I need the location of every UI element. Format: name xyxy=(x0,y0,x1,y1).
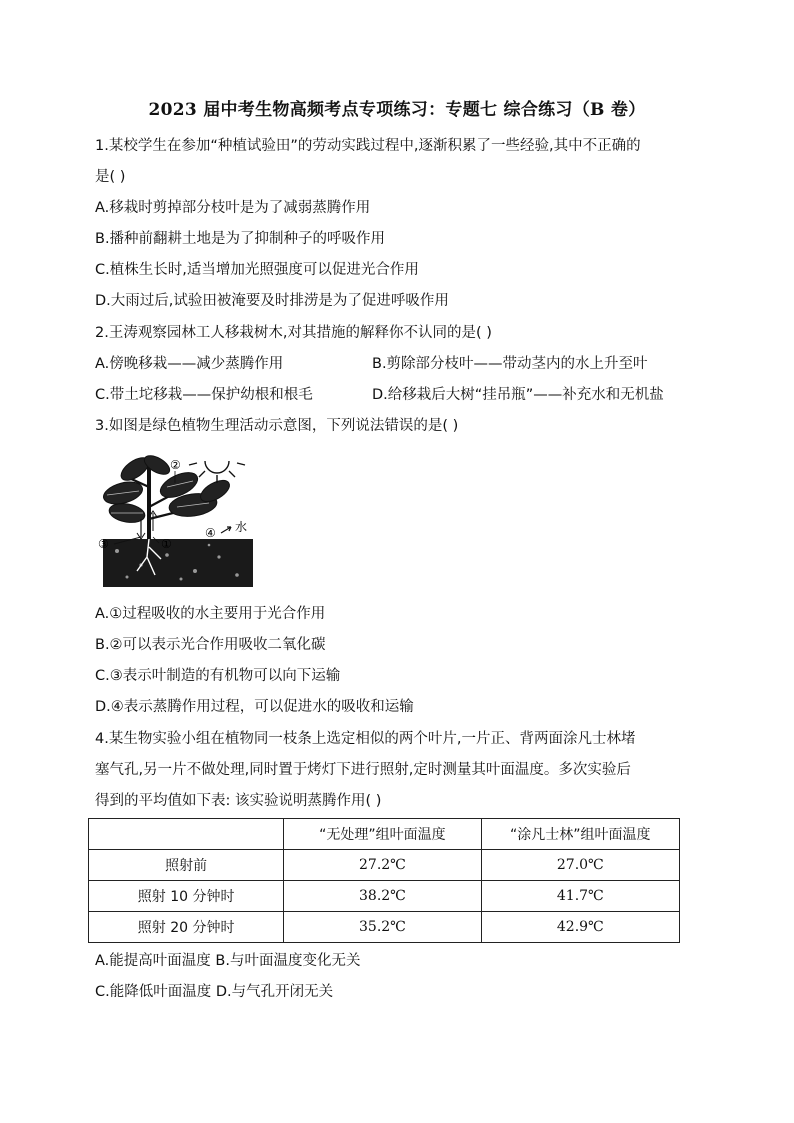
table-cell-untreated: 35.2℃ xyxy=(284,912,481,943)
table-cell-untreated: 27.2℃ xyxy=(284,850,481,881)
table-row xyxy=(89,881,680,912)
q2-option-a: A.傍晚移栽——减少蒸腾作用 xyxy=(95,356,284,372)
q4-stem-line1: 4.某生物实验小组在植物同一枝条上选定相似的两个叶片,一片正、背两面涂凡士林堵 xyxy=(95,731,636,747)
label-three: ③ xyxy=(98,537,109,551)
table-cell-vaseline: 27.0℃ xyxy=(481,850,679,881)
table-cell-untreated: 38.2℃ xyxy=(284,881,481,912)
label-four: ④ xyxy=(205,526,216,540)
table-cell-vaseline: 41.7℃ xyxy=(481,881,679,912)
q1-stem-line1: 1.某校学生在参加“种植试验田”的劳动实践过程中,逐渐积累了一些经验,其中不正确的 xyxy=(95,138,641,154)
label-two: ② xyxy=(170,458,181,472)
table-header-untreated: “无处理”组叶面温度 xyxy=(284,819,481,850)
q2-option-d: D.给移栽后大树“挂吊瓶”——补充水和无机盐 xyxy=(372,387,664,403)
q4-options-line2: C.能降低叶面温度 D.与气孔开闭无关 xyxy=(95,984,334,1000)
q1-option-a: A.移栽时剪掉部分枝叶是为了减弱蒸腾作用 xyxy=(95,200,371,216)
q1-stem-line2: 是( ) xyxy=(95,169,126,185)
table-row xyxy=(89,912,680,943)
q3-option-c: C.③表示叶制造的有机物可以向下运输 xyxy=(95,668,341,684)
q2-stem: 2.王涛观察园林工人移栽树木,对其措施的解释你不认同的是( ) xyxy=(95,325,492,341)
table-header-row xyxy=(89,819,680,850)
plant-physiology-figure xyxy=(97,447,257,589)
label-water: 水 xyxy=(235,520,248,534)
q2-option-b: B.剪除部分枝叶——带动茎内的水上升至叶 xyxy=(372,356,648,372)
q1-option-c: C.植株生长时,适当增加光照强度可以促进光合作用 xyxy=(95,262,419,278)
table-cell-condition: 照射 20 分钟时 xyxy=(89,912,284,943)
leaf-temperature-table xyxy=(88,818,680,943)
q4-options-line1: A.能提高叶面温度 B.与叶面温度变化无关 xyxy=(95,953,361,969)
table-cell-vaseline: 42.9℃ xyxy=(481,912,679,943)
soil-region xyxy=(103,539,253,587)
q4-stem-line3: 得到的平均值如下表: 该实验说明蒸腾作用( ) xyxy=(95,793,382,809)
q1-option-b: B.播种前翻耕土地是为了抑制种子的呼吸作用 xyxy=(95,231,386,247)
q3-option-a: A.①过程吸收的水主要用于光合作用 xyxy=(95,606,326,622)
table-row xyxy=(89,850,680,881)
q2-option-c: C.带土坨移栽——保护幼根和根毛 xyxy=(95,387,313,403)
q1-option-d: D.大雨过后,试验田被淹要及时排涝是为了促进呼吸作用 xyxy=(95,293,449,309)
q3-option-d: D.④表示蒸腾作用过程，可以促进水的吸收和运输 xyxy=(95,699,414,715)
q4-stem-line2: 塞气孔,另一片不做处理,同时置于烤灯下进行照射,定时测量其叶面温度。多次实验后 xyxy=(95,762,631,778)
table-cell-condition: 照射 10 分钟时 xyxy=(89,881,284,912)
table-header-vaseline: “涂凡士林”组叶面温度 xyxy=(481,819,679,850)
page-title: 2023 届中考生物高频考点专项练习：专题七 综合练习（B 卷） xyxy=(148,100,646,120)
q3-option-b: B.②可以表示光合作用吸收二氧化碳 xyxy=(95,637,326,653)
table-cell-condition: 照射前 xyxy=(89,850,284,881)
label-one: ① xyxy=(161,537,172,551)
q3-stem: 3.如图是绿色植物生理活动示意图，下列说法错误的是( ) xyxy=(95,418,459,434)
table-header-empty xyxy=(89,819,284,850)
